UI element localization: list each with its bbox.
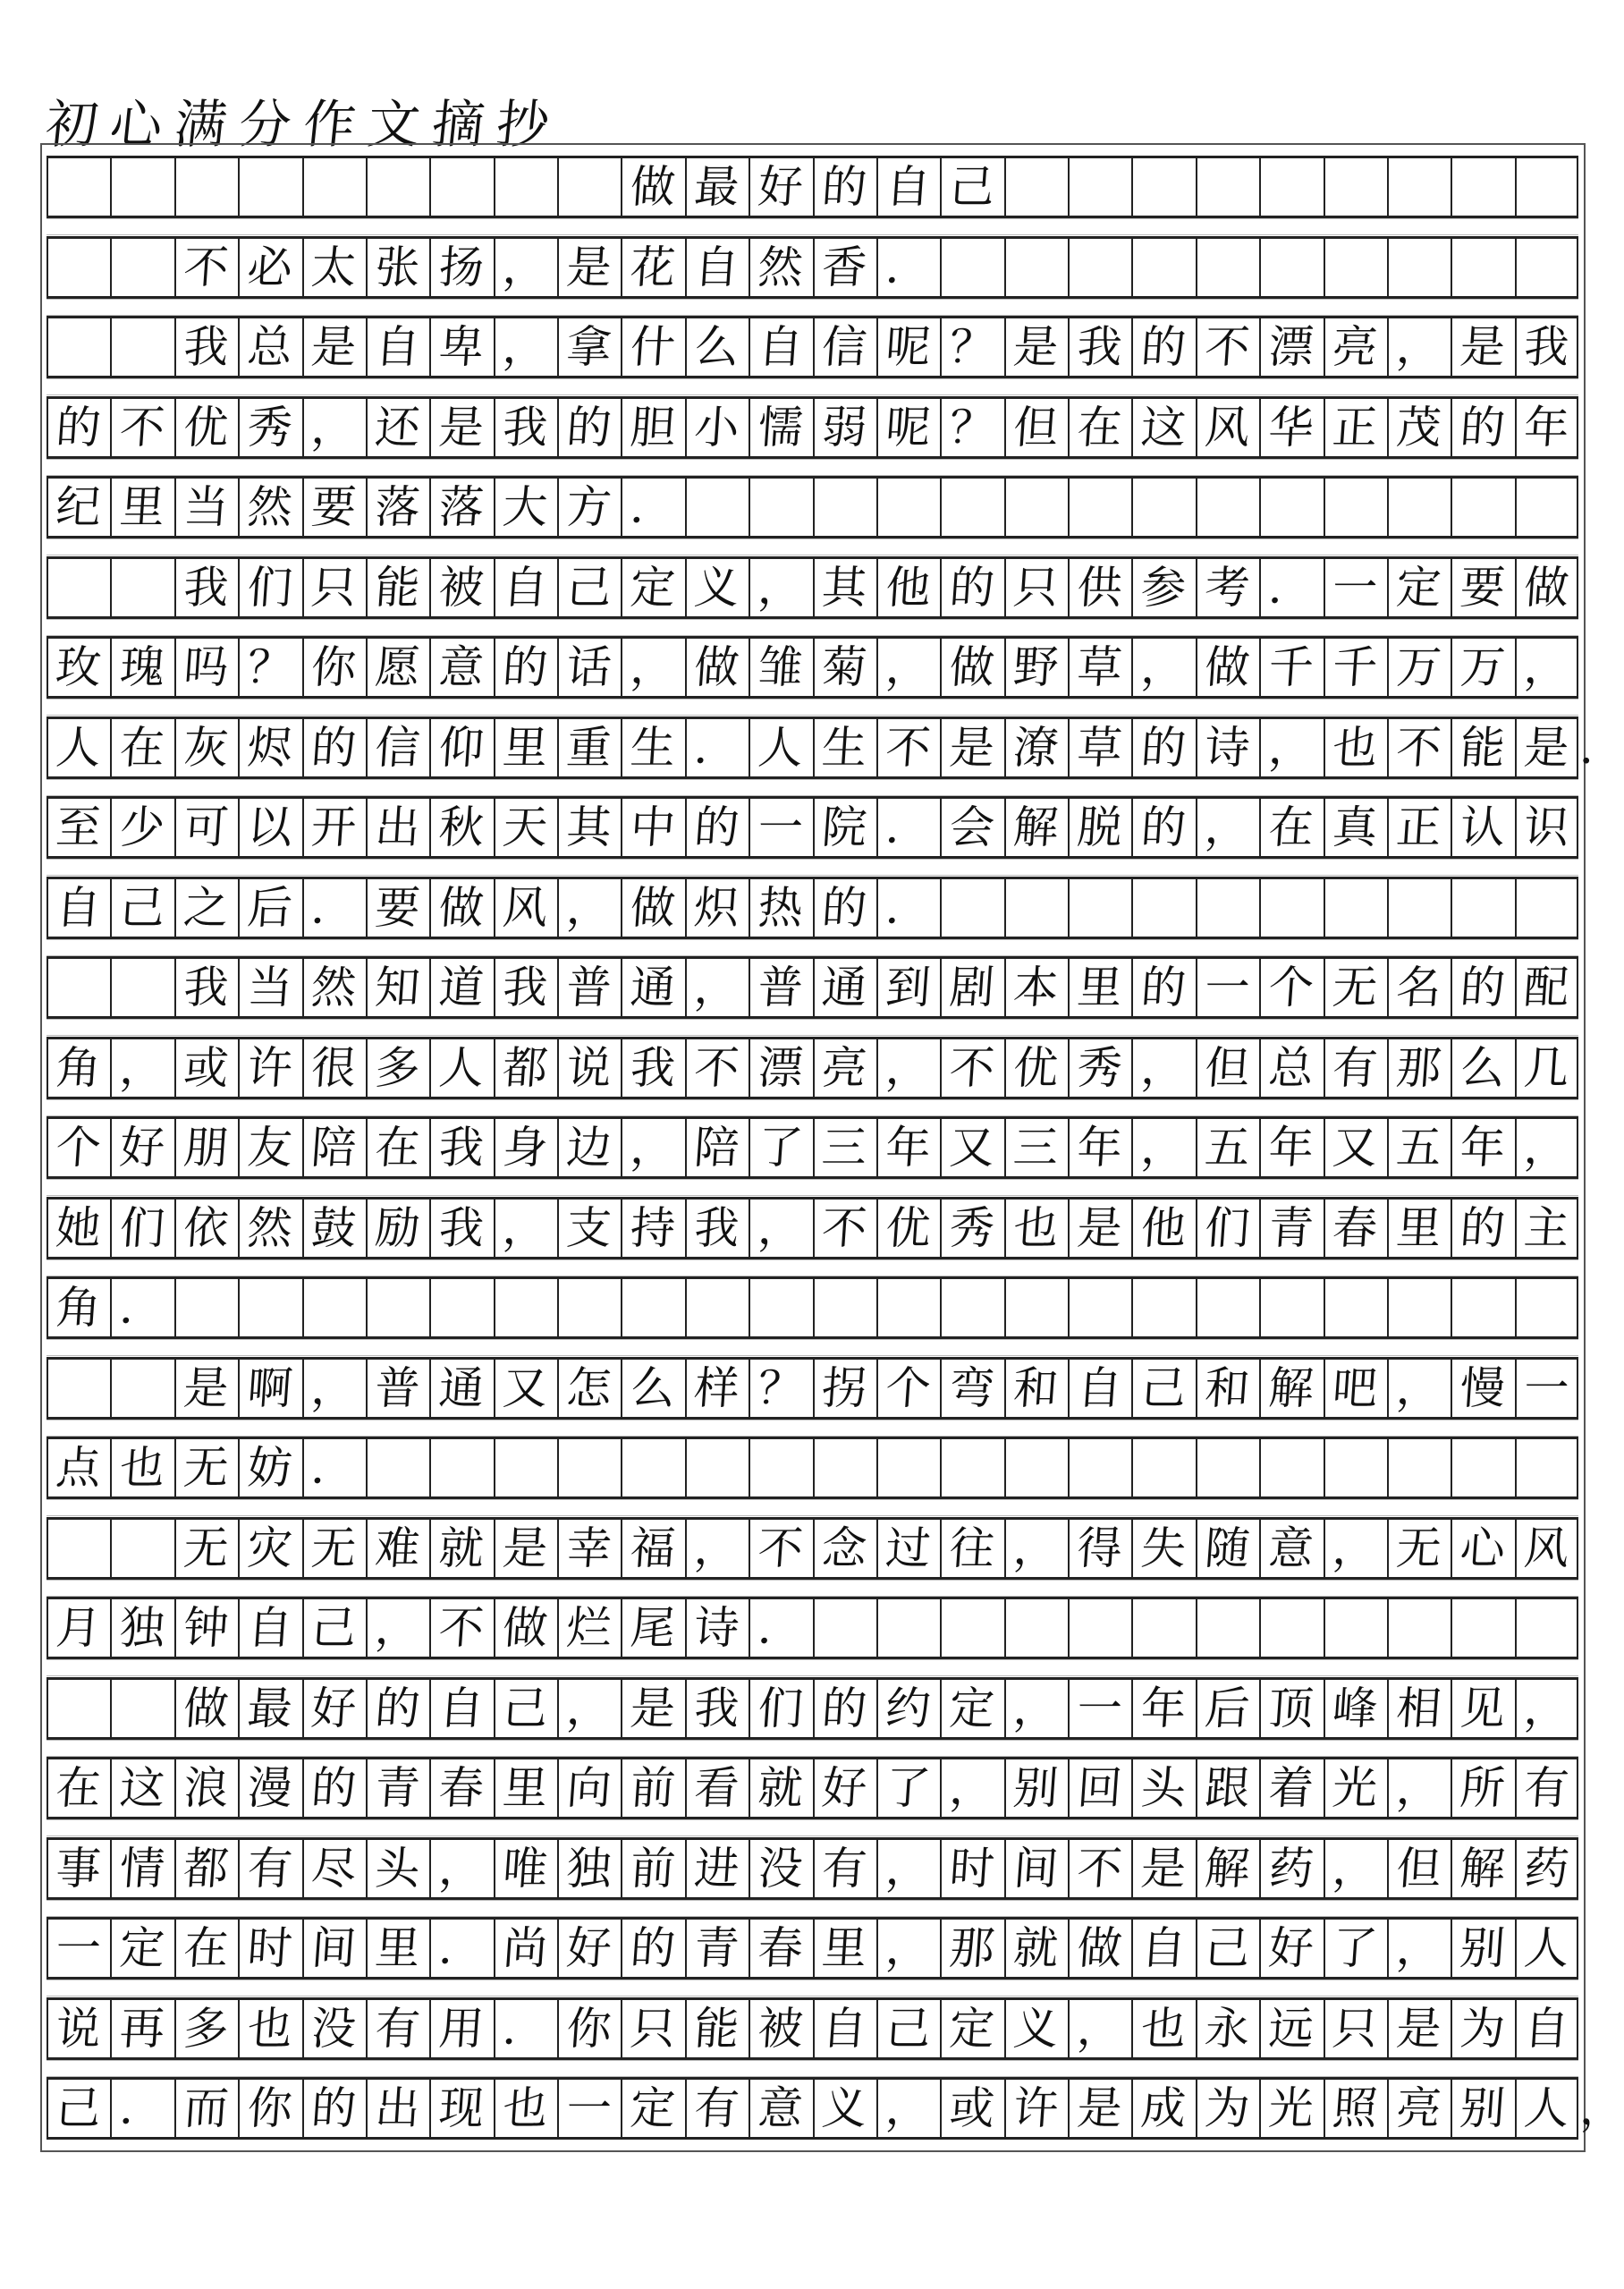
grid-cell: [940, 1279, 1003, 1336]
grid-cell: [1259, 239, 1323, 296]
grid-cell: [940, 1439, 1003, 1496]
grid-cell: [1324, 879, 1387, 937]
essay-line: 说再多也没有用．你只能被自己定义，也永远只是为自: [54, 2002, 1590, 2055]
grid-cell: [1451, 1439, 1514, 1496]
row-separator: [47, 1499, 1578, 1516]
grid-cell: [1387, 1599, 1451, 1657]
grid-cell: [1196, 479, 1259, 536]
grid-cell: [1387, 1279, 1451, 1336]
grid-cell: [302, 1279, 366, 1336]
grid-cell: [813, 1439, 876, 1496]
essay-line: 在这浪漫的青春里向前看就好了，别回头跟着光，所有: [54, 1762, 1590, 1814]
grid-cell: [1451, 1599, 1514, 1657]
grid-cell: [1324, 1439, 1387, 1496]
grid-cell: [1451, 879, 1514, 937]
grid-cell: [1259, 158, 1323, 216]
grid-cell: [1387, 158, 1451, 216]
grid-cell: [1451, 239, 1514, 296]
essay-line: 自己之后．要做风，做炽热的．: [54, 881, 952, 934]
grid-cell: [1068, 879, 1131, 937]
essay-line: 玫瑰吗？你愿意的话，做雏菊，做野草，做千千万万，: [54, 641, 1590, 693]
grid-cell: [1259, 879, 1323, 937]
row-separator: [47, 1580, 1578, 1597]
document-title: 初心满分作文摘抄: [42, 94, 565, 155]
grid-cell: [1131, 879, 1195, 937]
essay-line: 角，或许很多人都说我不漂亮，不优秀，但总有那么几: [54, 1041, 1590, 1094]
essay-line: 角．: [54, 1282, 186, 1334]
grid-cell: [1515, 1439, 1578, 1496]
grid-cell: [494, 1439, 557, 1496]
row-separator: [47, 378, 1578, 395]
grid-cell: [1324, 1279, 1387, 1336]
essay-line: 己．而你的出现也一定有意义，或许是成为光照亮别人: [54, 2082, 1590, 2134]
grid-cell: [1515, 1599, 1578, 1657]
margin-punctuation: ，: [1579, 2082, 1624, 2134]
grid-cell: [1387, 239, 1451, 296]
essay-heading: 做最好的自己: [54, 161, 1016, 213]
row-separator: [47, 538, 1578, 555]
grid-cell: [749, 479, 812, 536]
essay-line: 一定在时间里．尚好的青春里，那就做自己好了，别人: [54, 1922, 1590, 1974]
grid-cell: [749, 1279, 812, 1336]
margin-punctuation: ．: [1579, 721, 1624, 774]
row-separator: [47, 299, 1578, 316]
grid-cell: [1068, 1599, 1131, 1657]
essay-line: 点也无妨．: [54, 1442, 377, 1494]
grid-cell: [813, 1279, 876, 1336]
grid-cell: [1004, 1439, 1068, 1496]
row-separator: [47, 1980, 1578, 1997]
grid-cell: [1515, 239, 1578, 296]
essay-line: 她们依然鼓励我，支持我，不优秀也是他们青春里的主: [54, 1201, 1590, 1254]
grid-cell: [1451, 479, 1514, 536]
grid-cell: [1196, 158, 1259, 216]
grid-cell: [429, 1279, 493, 1336]
grid-cell: [1131, 1599, 1195, 1657]
grid-cell: [1068, 1279, 1131, 1336]
grid-cell: [1515, 479, 1578, 536]
grid-cell: [685, 1279, 749, 1336]
essay-line-grid: [47, 1276, 1578, 1339]
row-separator: [47, 459, 1578, 476]
row-separator: [47, 1259, 1578, 1276]
grid-cell: [876, 1439, 940, 1496]
row-separator: [47, 859, 1578, 876]
essay-line: 是啊，普通又怎么样？拐个弯和自己和解吧，慢一: [54, 1361, 1590, 1414]
grid-cell: [1324, 158, 1387, 216]
grid-cell: [1004, 879, 1068, 937]
grid-cell: [1387, 479, 1451, 536]
row-separator: [47, 1019, 1578, 1036]
grid-cell: [1515, 1279, 1578, 1336]
grid-cell: [1451, 1279, 1514, 1336]
grid-cell: [557, 1279, 621, 1336]
row-separator: [47, 779, 1578, 796]
row-separator: [47, 939, 1578, 956]
grid-cell: [1515, 879, 1578, 937]
grid-cell: [621, 1439, 684, 1496]
grid-cell: [749, 1439, 812, 1496]
grid-cell: [813, 479, 876, 536]
grid-cell: [1004, 1279, 1068, 1336]
grid-cell: [1196, 239, 1259, 296]
essay-line: 不必太张扬，是花自然香．: [54, 241, 952, 293]
grid-cell: [1131, 158, 1195, 216]
essay-line: 月独钟自己，不做烂尾诗．: [54, 1602, 825, 1654]
grid-cell: [1259, 1439, 1323, 1496]
row-separator: [47, 1179, 1578, 1196]
row-separator: [47, 1420, 1578, 1437]
essay-line: 至少可以开出秋天其中的一院．会解脱的，在真正认识: [54, 801, 1590, 853]
grid-cell: [685, 1439, 749, 1496]
essay-line: 我们只能被自己定义，其他的只供参考．一定要做: [54, 561, 1590, 614]
grid-cell: [1004, 479, 1068, 536]
grid-cell: [1131, 479, 1195, 536]
grid-cell: [940, 479, 1003, 536]
row-separator: [47, 1099, 1578, 1116]
row-separator: [47, 218, 1578, 235]
grid-cell: [1068, 239, 1131, 296]
grid-cell: [429, 1439, 493, 1496]
grid-cell: [1259, 1599, 1323, 1657]
grid-cell: [621, 1279, 684, 1336]
grid-cell: [1068, 1439, 1131, 1496]
grid-cell: [1259, 479, 1323, 536]
grid-cell: [1324, 479, 1387, 536]
row-separator: [47, 2060, 1578, 2077]
row-separator: [47, 1659, 1578, 1676]
grid-cell: [1324, 239, 1387, 296]
row-separator: [47, 1339, 1578, 1356]
grid-cell: [1451, 158, 1514, 216]
grid-cell: [1004, 239, 1068, 296]
grid-cell: [557, 1439, 621, 1496]
grid-cell: [940, 1599, 1003, 1657]
grid-cell: [1068, 158, 1131, 216]
grid-cell: [876, 1599, 940, 1657]
essay-line: 的不优秀，还是我的胆小懦弱呢？但在这风华正茂的年: [54, 401, 1590, 454]
grid-cell: [494, 1279, 557, 1336]
grid-cell: [1515, 158, 1578, 216]
row-separator: [47, 1819, 1578, 1836]
row-separator: [47, 619, 1578, 636]
essay-line: 事情都有尽头，唯独前进没有，时间不是解药，但解药: [54, 1842, 1590, 1895]
grid-cell: [1387, 1439, 1451, 1496]
grid-cell: [1068, 479, 1131, 536]
essay-line: 我当然知道我普通，普通到剧本里的一个无名的配: [54, 962, 1590, 1013]
essay-line: 做最好的自己，是我们的约定，一年后顶峰相见，: [54, 1682, 1590, 1734]
grid-cell: [1196, 879, 1259, 937]
grid-cell: [1387, 879, 1451, 937]
grid-cell: [1196, 1439, 1259, 1496]
essay-line: 我总是自卑，拿什么自信呢？是我的不漂亮，是我: [54, 321, 1590, 373]
grid-cell: [1004, 1599, 1068, 1657]
grid-cell: [876, 1279, 940, 1336]
essay-line: 无灾无难就是幸福，不念过往，得失随意，无心风: [54, 1522, 1590, 1574]
essay-line: 个好朋友陪在我身边，陪了三年又三年，五年又五年，: [54, 1122, 1590, 1174]
essay-line: 纪里当然要落落大方．: [54, 481, 697, 533]
grid-cell: [238, 1279, 301, 1336]
grid-cell: [1131, 239, 1195, 296]
row-separator: [47, 1900, 1578, 1917]
row-separator: [47, 699, 1578, 716]
grid-cell: [1259, 1279, 1323, 1336]
grid-cell: [366, 1279, 429, 1336]
essay-line: 人在灰烬的信仰里重生．人生不是潦草的诗，也不能是: [54, 721, 1590, 774]
grid-cell: [1196, 1599, 1259, 1657]
grid-cell: [1131, 1279, 1195, 1336]
row-separator: [47, 1740, 1578, 1757]
grid-cell: [1324, 1599, 1387, 1657]
grid-cell: [876, 479, 940, 536]
grid-cell: [1131, 1439, 1195, 1496]
grid-cell: [1196, 1279, 1259, 1336]
